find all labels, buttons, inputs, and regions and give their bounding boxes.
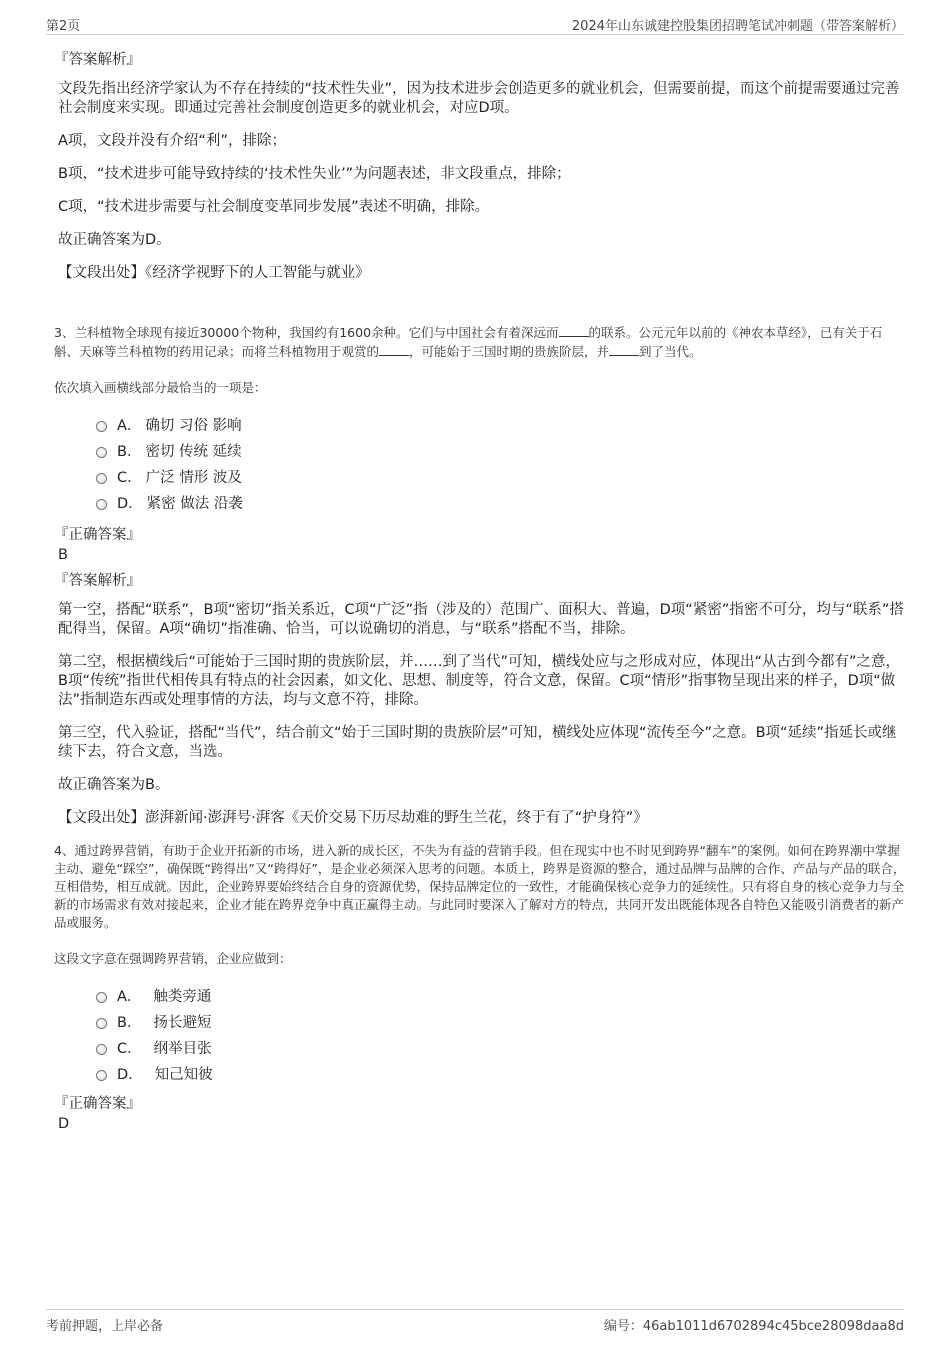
q2-analysis-paragraph: A项，文段并没有介绍“利”，排除；	[58, 133, 286, 149]
option-text: 广泛 情形 波及	[145, 470, 242, 486]
q3-options	[96, 413, 906, 517]
q3-analysis-paragraph: 第一空，搭配“联系”，B项“密切”指关系近，C项“广泛”指（涉及的）范围广、面积大、普遍，D项“紧密”指密不可分，均与“联系”搭配得当，保留。A项“确切”指准确、恰当，可以说确切的消息，与“联系”搭配不当，排除。	[58, 602, 904, 637]
q3-source: 【文段出处】澎湃新闻·澎湃号·湃客《天价交易下历尽劫难的野生兰花，终于有了“护身符”》	[58, 810, 648, 826]
option-text: 紧密 做法 沿袭	[146, 496, 243, 512]
q3-blank-1	[559, 323, 589, 337]
q2-analysis-paragraph: 文段先指出经济学家认为不存在持续的“技术性失业”，因为技术进步会创造更多的就业机会，但需要前提，而这个前提需要通过完善社会制度来实现。即通过完善社会制度创造更多的就业机会，对应D项。	[58, 81, 900, 116]
page-number: 第2页	[46, 19, 81, 34]
footer-slogan: 考前押题，上岸必备	[46, 1319, 164, 1334]
radio-button-icon[interactable]	[96, 992, 107, 1003]
q3-analysis-paragraph: 故正确答案为B。	[58, 777, 170, 793]
q4-answer-label: 『正确答案』	[54, 1096, 141, 1112]
option-letter: C．	[117, 1041, 142, 1057]
q3-text-part: 3、兰科植物全球现有接近30000个物种，我国约有1600余种。它们与中国社会有着深远而	[54, 325, 559, 340]
q3-analysis-paragraph: 第三空，代入验证，搭配“当代”，结合前文“始于三国时期的贵族阶层”可知，横线处应体现“流传至今”之意。B项“延续”指延长或继续下去，符合文意，当选。	[58, 725, 897, 760]
option-text: 密切 传统 延续	[145, 444, 242, 460]
radio-button-icon[interactable]	[96, 1044, 107, 1055]
q3-blank-3	[609, 342, 639, 356]
option-text: 纲举目张	[153, 1041, 212, 1057]
q2-analysis-label: 『答案解析』	[54, 52, 141, 68]
q3-answer-label: 『正确答案』	[54, 527, 141, 543]
q3-blank-2	[379, 342, 409, 356]
q4-prompt: 这段文字意在强调跨界营销，企业应做到：	[54, 951, 292, 966]
q4-option-a[interactable]	[96, 984, 906, 1010]
q4-option-b[interactable]	[96, 1010, 906, 1036]
option-text: 扬长避短	[153, 1015, 212, 1031]
q3-option-c[interactable]	[96, 465, 906, 491]
radio-button-icon[interactable]	[96, 1018, 107, 1029]
q3-option-b[interactable]	[96, 439, 906, 465]
q4-options	[96, 984, 906, 1088]
document-title: 2024年山东诚建控股集团招聘笔试冲刺题（带答案解析）	[571, 19, 904, 34]
radio-button-icon[interactable]	[96, 421, 107, 432]
q4-answer: D	[58, 1116, 70, 1132]
q3-text-part: ，可能始于三国时期的贵族阶层，并	[409, 344, 610, 359]
option-text: 确切 习俗 影响	[145, 418, 242, 434]
radio-button-icon[interactable]	[96, 499, 107, 510]
q2-source: 【文段出处】《经济学视野下的人工智能与就业》	[58, 265, 370, 281]
q3-text-part: 到了当代。	[639, 344, 702, 359]
q3-option-a[interactable]	[96, 413, 906, 439]
q4-option-d[interactable]	[96, 1062, 906, 1088]
option-letter: C．	[117, 470, 142, 486]
radio-button-icon[interactable]	[96, 1070, 107, 1081]
option-text: 知己知彼	[154, 1067, 213, 1083]
option-letter: A．	[117, 989, 142, 1005]
page-header	[46, 14, 904, 35]
option-letter: D．	[117, 496, 143, 512]
radio-button-icon[interactable]	[96, 473, 107, 484]
radio-button-icon[interactable]	[96, 447, 107, 458]
page-content	[46, 44, 906, 1134]
q3-analysis-label: 『答案解析』	[54, 573, 141, 589]
q4-question-text: 4、通过跨界营销，有助于企业开拓新的市场，进入新的成长区，不失为有益的营销手段。但在现实中也不时见到跨界“翻车”的案例。如何在跨界潮中掌握主动、避免“踩空”，确保既“跨得出”又“跨得好”，是企业必须深入思考的问题。本质上，跨界是资源的整合，通过品牌与品牌的合作、产品与产品的联合，互相借势，相互成就。因此，企业跨界要始终结合自身的资源优势，保持品牌定位的一致性，才能确保核心竞争力的延续性。只有将自身的核心竞争力与全新的市场需求有效对接起来，企业才能在跨界竞争中真正赢得主动。与此同时要深入了解对方的特点，共同开发出既能体现各自特色又能吸引消费者的新产品或服务。	[54, 843, 906, 930]
q3-text-part: 的联系。公元元年以前的《神农本草经》，已有关于石斛、天麻等兰科植物的药用记录；而将兰科植物用于观赏的	[54, 325, 883, 359]
option-letter: B．	[117, 444, 142, 460]
q2-analysis-paragraph: 故正确答案为D。	[58, 232, 171, 248]
option-text: 触类旁通	[153, 989, 212, 1005]
option-letter: D．	[117, 1067, 143, 1083]
page-footer	[46, 1309, 904, 1332]
q3-answer: B	[58, 547, 68, 563]
option-letter: A．	[117, 418, 142, 434]
document-id: 编号：46ab1011d6702894c45bce28098daa8d	[603, 1319, 904, 1334]
q3-analysis-paragraph: 第二空，根据横线后“可能始于三国时期的贵族阶层，并……到了当代”可知，横线处应与之形成对应，体现出“从古到今都有”之意，B项“传统”指世代相传具有特点的社会因素，如文化、思想、制度等，符合文意，保留。C项“情形”指事物呈现出来的样子，D项“做法”指制造东西或处理事情的方法，均与文意不符，排除。	[58, 654, 901, 708]
q4-option-c[interactable]	[96, 1036, 906, 1062]
option-letter: B．	[117, 1015, 142, 1031]
q3-prompt: 依次填入画横线部分最恰当的一项是：	[54, 380, 267, 395]
q2-analysis-paragraph: B项，“技术进步可能导致持续的‘技术性失业’”为问题表述，非文段重点，排除；	[58, 166, 571, 182]
q3-question-text	[54, 323, 906, 361]
q3-option-d[interactable]	[96, 491, 906, 517]
q2-analysis-paragraph: C项，“技术进步需要与社会制度变革同步发展”表述不明确，排除。	[58, 199, 490, 215]
